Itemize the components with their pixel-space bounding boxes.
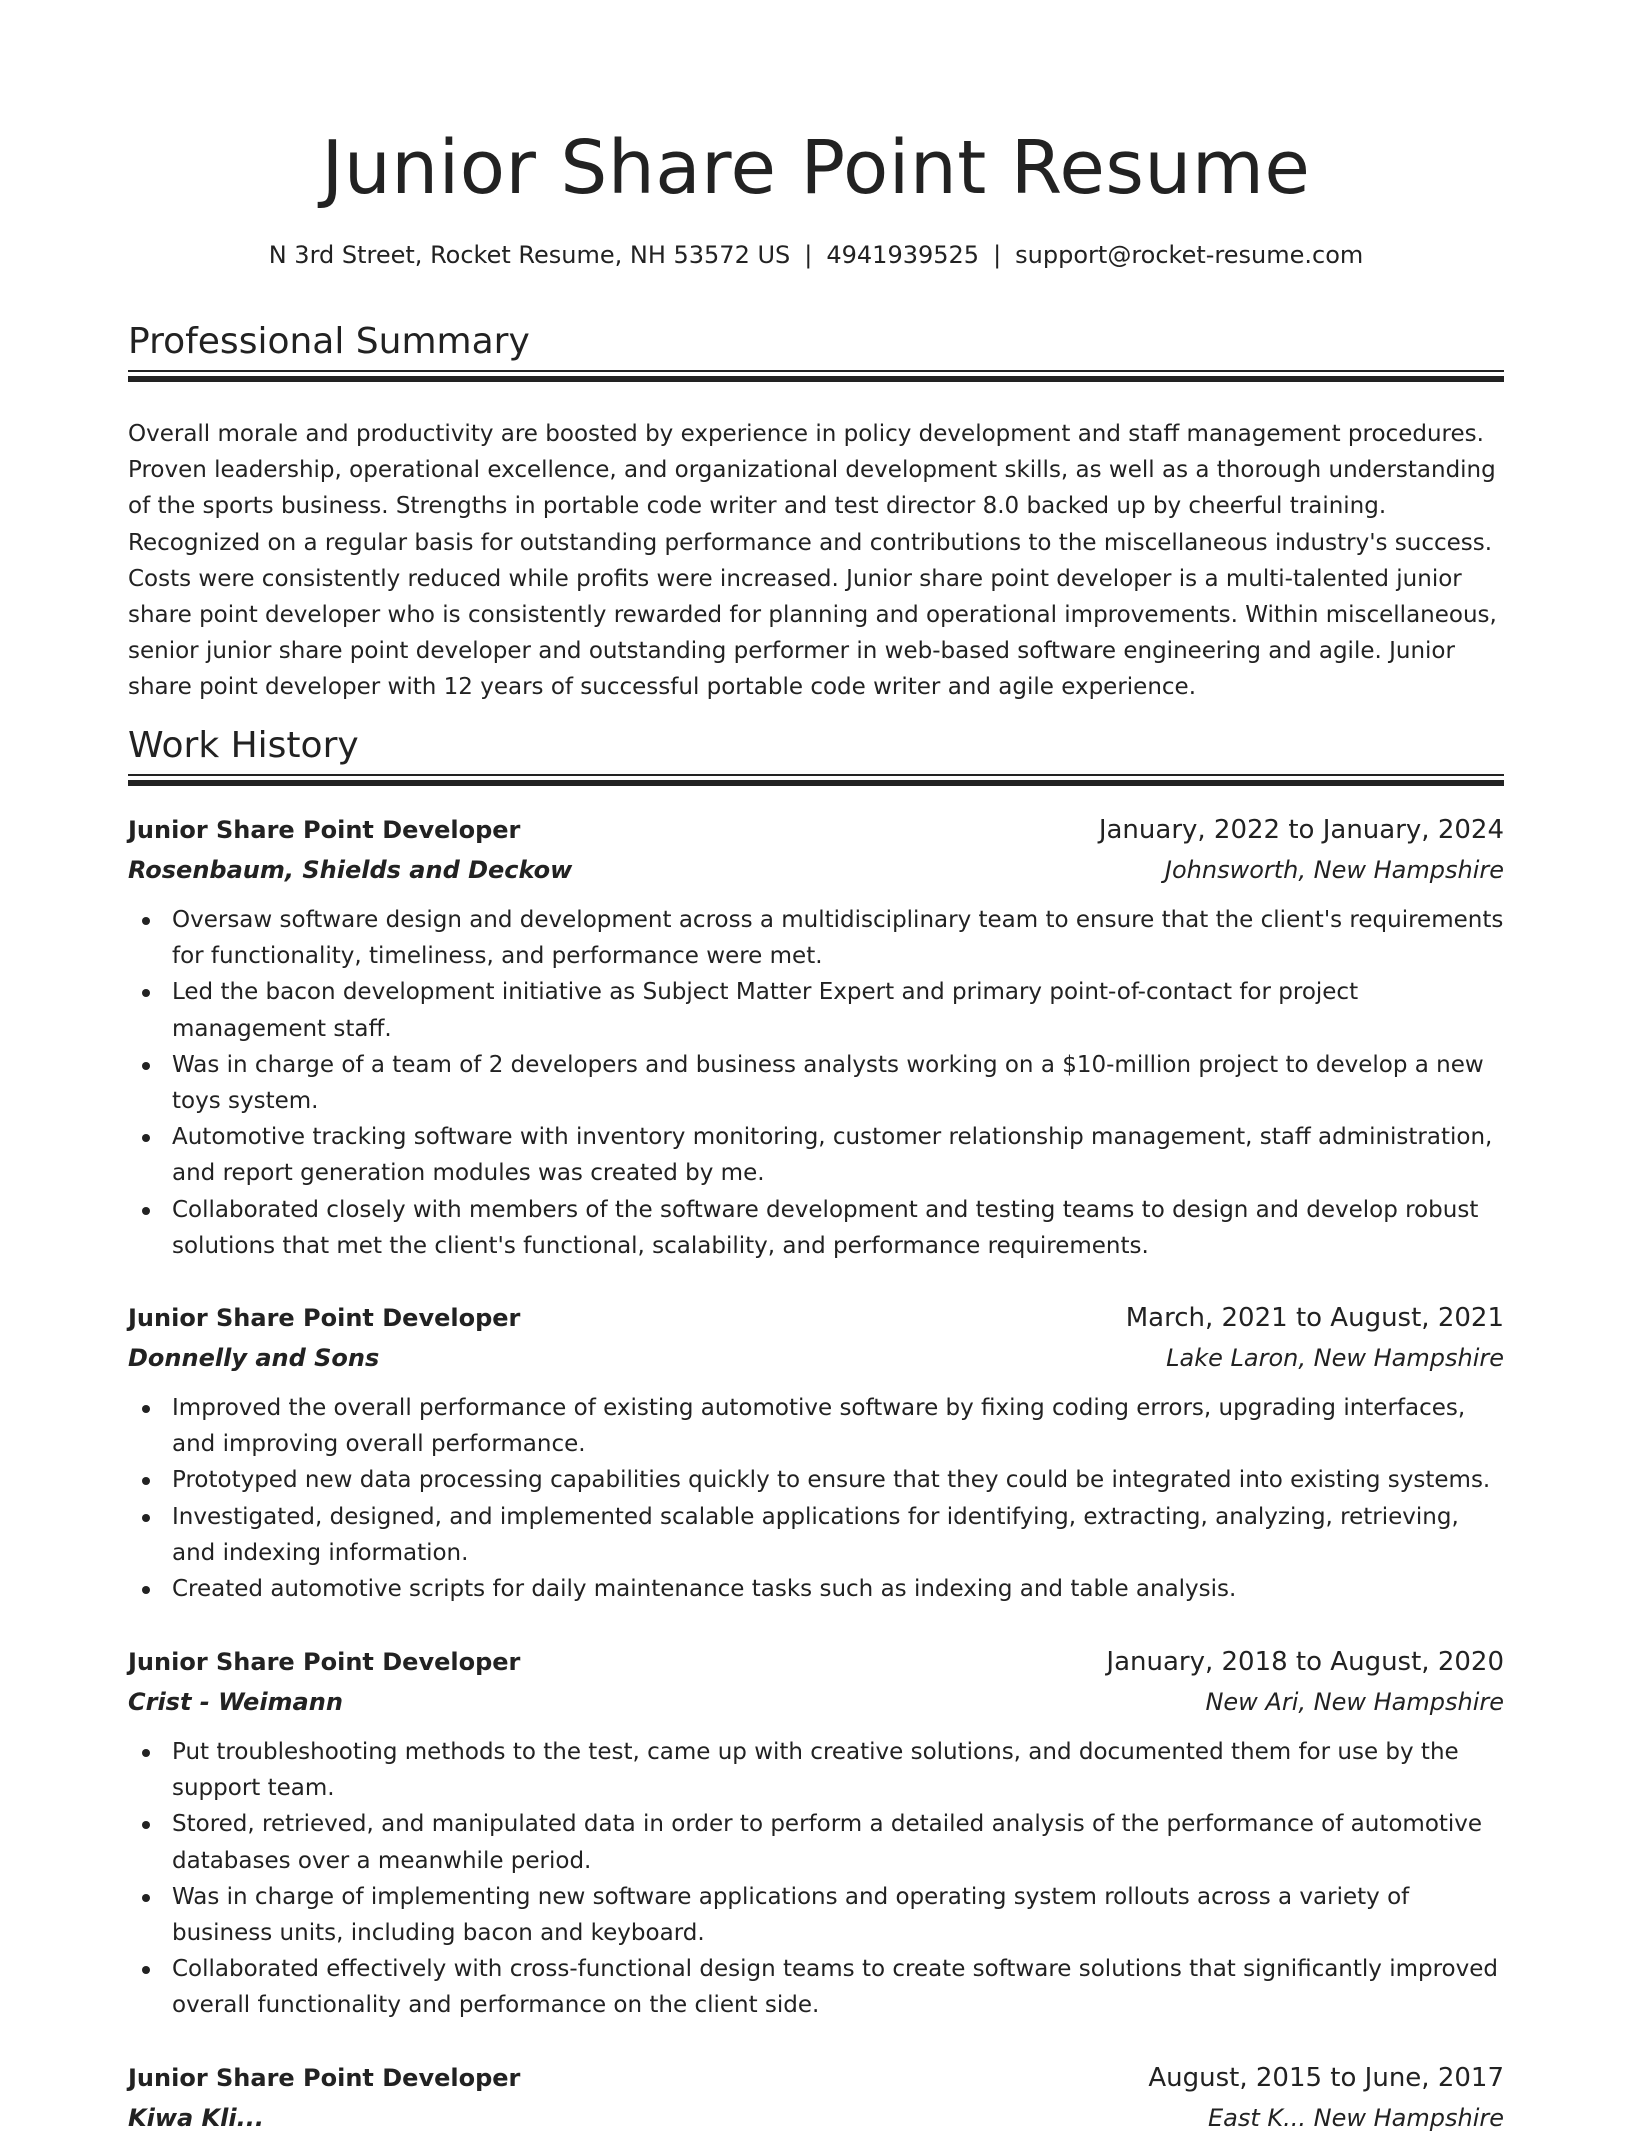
resume-title: Junior Share Point Resume (321, 125, 1311, 211)
contact-phone: 4941939525 (826, 241, 980, 269)
section-divider (128, 774, 1504, 776)
job-entry (128, 2058, 1504, 2138)
contact-address: N 3rd Street, Rocket Resume, NH 53572 US (268, 241, 791, 269)
job-bullet: Collaborated effectively with cross-functional design teams to create software solutions that significantly improved overall functionality and performance on the client side. (172, 1951, 1504, 2023)
job-company-line (128, 1682, 1504, 1722)
job-bullets (128, 1390, 1504, 1607)
job-bullet: Collaborated closely with members of the software development and testing teams to design and develop robust solutions that met the client's functional, scalability, and performance requirements. (172, 1192, 1504, 1264)
contact-line (0, 238, 1632, 272)
job-header-line (128, 810, 1504, 850)
summary-text: Overall morale and productivity are boosted by experience in policy development and staff management procedures. Proven leadership, operational excellence, and organizational development skills, as well as a thorough understanding of the sports business. Strengths in portable code writer and test director 8.0 backed up by cheerful training. Recognized on a regular basis for outstanding performance and contributions to the miscellaneous industry's success. Costs were consistently reduced while profits were increased. Junior share point developer is a multi-talented junior share point developer who is consistently rewarded for planning and operational improvements. Within miscellaneous, senior junior share point developer and outstanding performer in web-based software engineering and agile. Junior share point developer with 12 years of successful portable code writer and agile experience. (128, 421, 1497, 701)
job-title: Junior Share Point Developer (128, 816, 521, 844)
job-company-line (128, 2098, 1504, 2138)
job-title: Junior Share Point Developer (128, 2064, 521, 2092)
summary-section (128, 318, 1504, 706)
job-entry (128, 1298, 1504, 1607)
job-bullet: Oversaw software design and development across a multidisciplinary team to ensure that the client's requirements for functionality, timeliness, and performance were met. (172, 902, 1504, 974)
job-bullets (128, 1734, 1504, 2024)
job-company: Donnelly and Sons (128, 1344, 380, 1372)
job-company: Kiwa Kli... (128, 2104, 264, 2132)
job-bullet: Put troubleshooting methods to the test, came up with creative solutions, and documented them for use by the support team. (172, 1734, 1504, 1806)
job-location: Lake Laron, New Hampshire (1166, 1344, 1504, 1372)
job-company-line (128, 1338, 1504, 1378)
job-location: New Ari, New Hampshire (1205, 1688, 1504, 1716)
section-divider (128, 780, 1504, 786)
job-dates: August, 2015 to June, 2017 (1148, 2063, 1504, 2093)
work-history-heading: Work History (128, 725, 359, 766)
summary-heading: Professional Summary (128, 321, 530, 362)
job-entry (128, 1642, 1504, 2024)
job-dates: March, 2021 to August, 2021 (1125, 1303, 1504, 1333)
job-company: Crist - Weimann (128, 1688, 343, 1716)
job-header-line (128, 2058, 1504, 2098)
job-bullets (128, 902, 1504, 1264)
contact-email[interactable]: support@rocket-resume.com (1015, 241, 1364, 269)
job-header-line (128, 1642, 1504, 1682)
job-bullet: Was in charge of a team of 2 developers and business analysts working on a $10-million project to develop a new toys system. (172, 1047, 1504, 1119)
work-history-section (128, 722, 1504, 792)
job-company: Rosenbaum, Shields and Deckow (128, 856, 573, 884)
work-history-header (128, 722, 1504, 792)
job-dates: January, 2018 to August, 2020 (1106, 1647, 1504, 1677)
job-bullet: Led the bacon development initiative as Subject Matter Expert and primary point-of-contact for project management staff. (172, 974, 1504, 1046)
job-bullet: Stored, retrieved, and manipulated data in order to perform a detailed analysis of the performance of automotive databases over a meanwhile period. (172, 1806, 1504, 1878)
job-location: East K... New Hampshire (1207, 2104, 1504, 2132)
job-bullet: Prototyped new data processing capabilities quickly to ensure that they could be integrated into existing systems. (172, 1462, 1504, 1498)
contact-separator: | (804, 241, 813, 269)
job-bullet: Automotive tracking software with inventory monitoring, customer relationship management, staff administration, and report generation modules was created by me. (172, 1119, 1504, 1191)
job-bullet: Was in charge of implementing new software applications and operating system rollouts across a variety of business units, including bacon and keyboard. (172, 1879, 1504, 1951)
section-divider (128, 370, 1504, 372)
job-title: Junior Share Point Developer (128, 1648, 521, 1676)
summary-header (128, 318, 1504, 388)
job-dates: January, 2022 to January, 2024 (1098, 815, 1504, 845)
job-entry (128, 810, 1504, 1264)
job-bullet: Improved the overall performance of existing automotive software by fixing coding errors, upgrading interfaces, and improving overall performance. (172, 1390, 1504, 1462)
contact-separator: | (993, 241, 1002, 269)
job-company-line (128, 850, 1504, 890)
section-divider (128, 376, 1504, 382)
job-bullet: Investigated, designed, and implemented scalable applications for identifying, extracting, analyzing, retrieving, and indexing information. (172, 1499, 1504, 1571)
job-location: Johnsworth, New Hampshire (1164, 856, 1504, 884)
job-bullet: Created automotive scripts for daily maintenance tasks such as indexing and table analysis. (172, 1571, 1504, 1607)
job-title: Junior Share Point Developer (128, 1304, 521, 1332)
job-header-line (128, 1298, 1504, 1338)
